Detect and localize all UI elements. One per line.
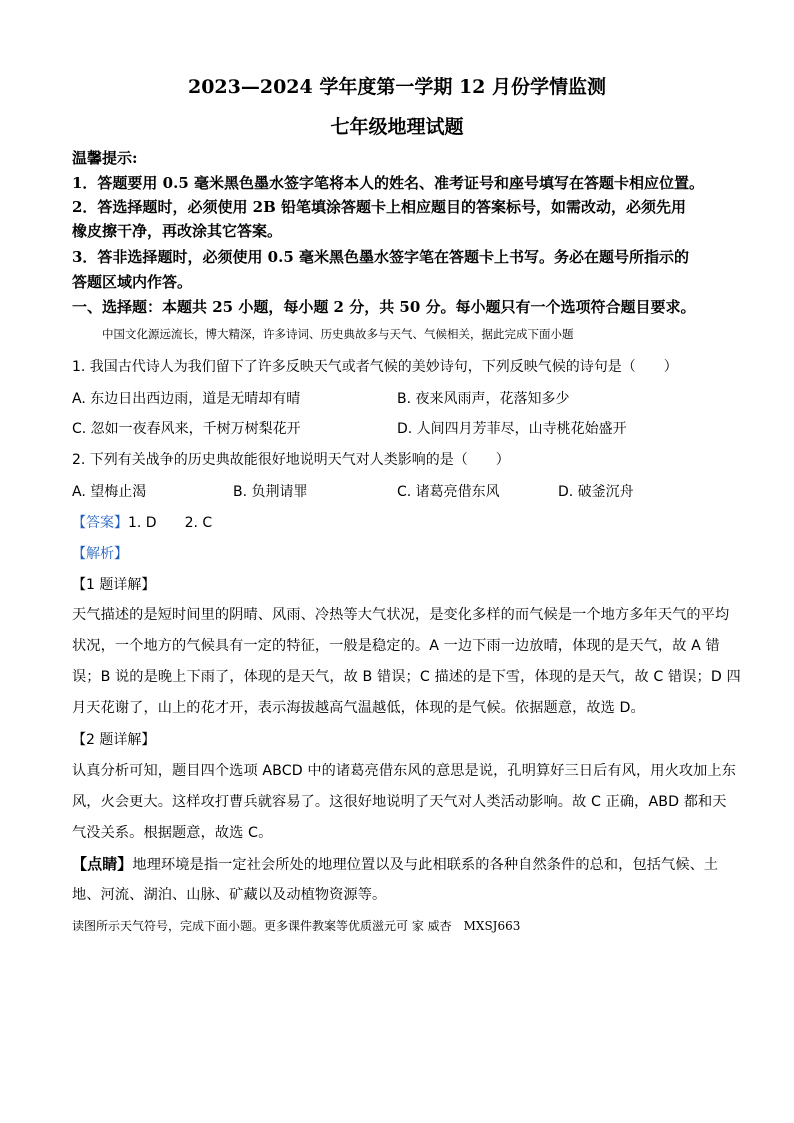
answer-values: 1. D 2. C <box>128 515 213 531</box>
exam-subtitle: 七年级地理试题 <box>330 116 464 138</box>
question-1-option-c: C. 忽如一夜春风来，千树万树梨花开 <box>72 421 301 437</box>
question-2-option-d: D. 破釜沉舟 <box>558 484 634 500</box>
question-1-stem: 1. 我国古代诗人为我们留下了许多反映天气或者气候的美妙诗句，下列反映气候的诗句是（ ） <box>72 359 678 375</box>
note-text-1: 地理环境是指一定社会所处的地理位置以及与此相联系的各种自然条件的总和，包括气候、土 <box>132 857 719 873</box>
exam-title: 2023—2024 学年度第一学期 12 月份学情监测 <box>187 76 607 98</box>
note-line-1 <box>72 853 724 874</box>
tip-line-2: 2．答选择题时，必须使用 2B 铅笔填涂答题卡上相应题目的答案标号，如需改动，必须先用 <box>72 198 687 216</box>
question-1-option-d: D. 人间四月芳菲尽，山寺桃花始盛开 <box>397 421 627 437</box>
analysis-label: 【解析】 <box>72 546 128 562</box>
tip-line-1: 1．答题要用 0.5 毫米黑色墨水签字笔将本人的姓名、准考证号和座号填写在答题卡相应位置。 <box>72 174 704 192</box>
question-2-stem: 2. 下列有关战争的历史典故能很好地说明天气对人类影响的是（ ） <box>72 452 510 468</box>
question-2-option-b: B. 负荆请罪 <box>233 484 308 500</box>
tip-line-3: 橡皮擦干净，再改涂其它答案。 <box>72 222 283 240</box>
detail-1-line-1: 天气描述的是短时间里的阴晴、风雨、冷热等大气状况，是变化多样的而气候是一个地方多年天气的平均 <box>72 607 730 623</box>
answer-label: 【答案】 <box>72 515 128 531</box>
tip-line-4: 3．答非选择题时，必须使用 0.5 毫米黑色墨水签字笔在答题卡上书写。务必在题号所指示的 <box>72 248 689 266</box>
tips-heading: 温馨提示: <box>72 149 138 167</box>
detail-1-label: 【1 题详解】 <box>72 577 156 593</box>
footer-line: 读图所示天气符号，完成下面小题。更多课件教案等优质滋元可 家 威杏 MXSJ663 <box>72 919 521 933</box>
answer-line <box>72 512 724 532</box>
question-1-option-b: B. 夜来风雨声，花落知多少 <box>397 391 570 407</box>
detail-1-line-2: 状况，一个地方的气候具有一定的特征，一般是稳定的。A 一边下雨一边放晴，体现的是天气，故 A 错 <box>72 638 720 654</box>
tip-line-5: 答题区域内作答。 <box>72 273 193 291</box>
note-line-2: 地、河流、湖泊、山脉、矿藏以及动植物资源等。 <box>72 887 387 903</box>
question-1-option-a: A. 东边日出西边雨，道是无晴却有晴 <box>72 391 301 407</box>
detail-2-label: 【2 题详解】 <box>72 732 156 748</box>
question-2-option-c: C. 诸葛亮借东风 <box>397 484 500 500</box>
detail-2-line-2: 风，火会更大。这样攻打曹兵就容易了。这很好地说明了天气对人类活动影响。故 C 正确，ABD 都和天 <box>72 794 727 810</box>
detail-2-line-3: 气没关系。根据题意，故选 C。 <box>72 825 273 841</box>
detail-1-line-4: 月天花谢了，山上的花才开，表示海拔越高气温越低，体现的是气候。依据题意，故选 D。 <box>72 700 645 716</box>
detail-2-line-1: 认真分析可知，题目四个选项 ABCD 中的诸葛亮借东风的意思是说，孔明算好三日后有风，用火攻加上东 <box>72 763 737 779</box>
section-heading: 一、选择题：本题共 25 小题，每小题 2 分，共 50 分。每小题只有一个选项符合题目要求。 <box>72 298 696 316</box>
question-2-option-a: A. 望梅止渴 <box>72 484 147 500</box>
note-label: 【点睛】 <box>72 855 133 873</box>
detail-1-line-3: 误；B 说的是晚上下雨了，体现的是天气，故 B 错误；C 描述的是下雪，体现的是天气，故 C 错误；D 四 <box>72 669 741 685</box>
section-intro: 中国文化源远流长，博大精深，许多诗词、历史典故多与天气、气候相关，据此完成下面小题 <box>102 327 574 341</box>
